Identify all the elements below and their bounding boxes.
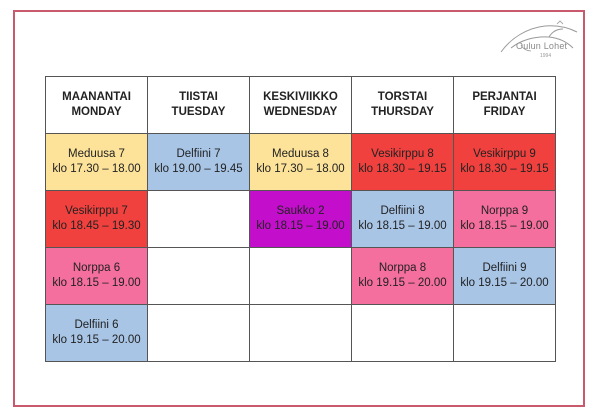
day-header [46,77,148,134]
group-name: Delfiini 8 [380,205,425,217]
schedule-row [46,248,556,305]
header-row [46,77,556,134]
day-en: TUESDAY [171,106,226,118]
day-header [148,77,250,134]
session-time: klo 19.15 – 20.00 [52,334,141,346]
session-cell [352,134,454,191]
day-fi: PERJANTAI [472,91,537,103]
day-en: FRIDAY [483,106,526,118]
session-cell [352,305,454,362]
session-cell [454,305,556,362]
session-cell [46,305,148,362]
schedule-row [46,191,556,248]
session-cell [454,248,556,305]
schedule-row [46,305,556,362]
session-cell [148,134,250,191]
session-cell [352,191,454,248]
session-time: klo 19.15 – 20.00 [358,277,447,289]
group-name: Saukko 2 [276,205,325,217]
group-name: Vesikirppu 8 [371,148,434,160]
session-cell [46,248,148,305]
session-cell [148,248,250,305]
day-header [454,77,556,134]
group-name: Meduusa 8 [272,148,329,160]
logo-year: 1994 [540,53,552,59]
session-time: klo 19.15 – 20.00 [460,277,549,289]
session-cell [454,191,556,248]
session-cell [250,248,352,305]
group-name: Delfiini 6 [74,319,119,331]
session-time: klo 18.15 – 19.00 [256,220,345,232]
logo-name: Oulun Lohet [516,41,568,51]
club-logo [497,18,581,64]
session-time: klo 18.45 – 19.30 [52,220,141,232]
group-name: Meduusa 7 [68,148,125,160]
session-cell [46,191,148,248]
session-cell [46,134,148,191]
session-time: klo 18.30 – 19.15 [358,163,447,175]
session-time: klo 17.30 – 18.00 [256,163,345,175]
group-name: Vesikirppu 9 [473,148,536,160]
day-en: WEDNESDAY [263,106,338,118]
day-en: THURSDAY [371,106,434,118]
session-cell [250,305,352,362]
group-name: Norppa 6 [72,262,121,274]
day-fi: TIISTAI [179,91,218,103]
day-en: MONDAY [71,106,122,118]
day-fi: KESKIVIIKKO [263,91,338,103]
session-time: klo 18.15 – 19.00 [358,220,447,232]
session-time: klo 18.15 – 19.00 [52,277,141,289]
schedule-table [45,76,556,362]
day-header [250,77,352,134]
group-name: Norppa 9 [480,205,529,217]
group-name: Delfiini 7 [176,148,221,160]
session-cell [148,191,250,248]
group-name: Vesikirppu 7 [65,205,128,217]
schedule-row [46,134,556,191]
session-time: klo 17.30 – 18.00 [52,163,141,175]
day-header [352,77,454,134]
session-cell [250,191,352,248]
session-cell [148,305,250,362]
group-name: Delfiini 9 [482,262,527,274]
session-time: klo 19.00 – 19.45 [154,163,243,175]
session-cell [352,248,454,305]
session-time: klo 18.15 – 19.00 [460,220,549,232]
session-cell [454,134,556,191]
session-time: klo 18.30 – 19.15 [460,163,549,175]
session-cell [250,134,352,191]
day-fi: MAANANTAI [62,91,131,103]
group-name: Norppa 8 [378,262,427,274]
day-fi: TORSTAI [377,91,428,103]
